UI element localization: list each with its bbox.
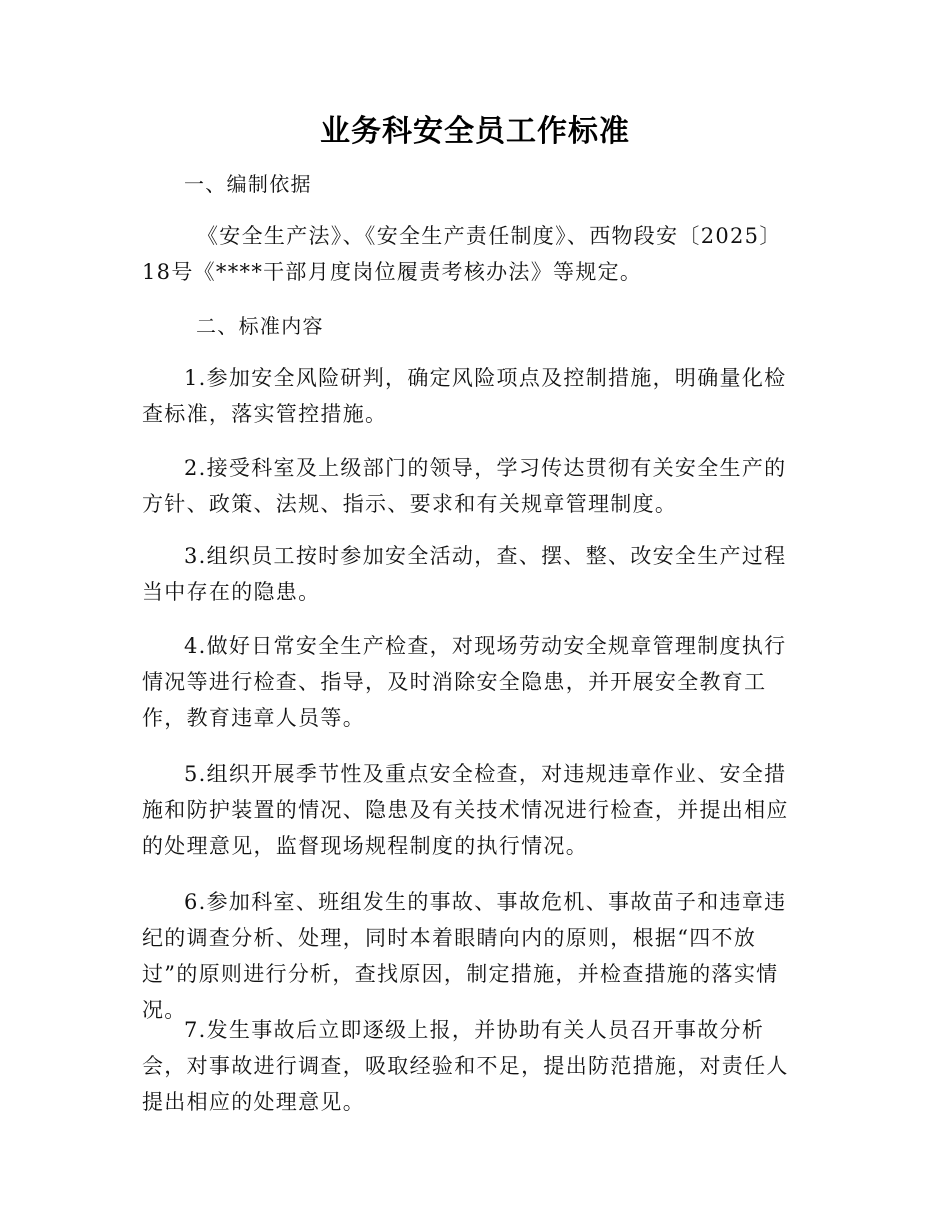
list-item: 3.组织员工按时参加安全活动，查、摆、整、改安全生产过程当中存在的隐患。 bbox=[142, 544, 787, 604]
list-item: 6.参加科室、班组发生的事故、事故危机、事故苗子和违章违纪的调查分析、处理，同时本着眼睛向内的原则，根据“四不放过”的原则进行分析，查找原因，制定措施，并检查措施的落实情况。 bbox=[142, 890, 787, 1022]
list-item: 7.发生事故后立即逐级上报，并协助有关人员召开事故分析会，对事故进行调查，吸取经验和不足，提出防范措施，对责任人提出相应的处理意见。 bbox=[142, 1018, 789, 1114]
section-basis-text: 《安全生产法》、《安全生产责任制度》、西物段安〔2025〕18号《****干部月度岗位履责考核办法》等规定。 bbox=[142, 224, 782, 284]
section-heading-basis: 一、编制依据 bbox=[184, 172, 312, 196]
section-heading-content: 二、标准内容 bbox=[196, 314, 324, 338]
list-item: 1.参加安全风险研判，确定风险项点及控制措施，明确量化检查标准，落实管控措施。 bbox=[142, 366, 787, 426]
document-title: 业务科安全员工作标准 bbox=[320, 114, 630, 149]
list-item: 4.做好日常安全生产检查，对现场劳动安全规章管理制度执行情况等进行检查、指导，及时消除安全隐患，并开展安全教育工作，教育违章人员等。 bbox=[142, 634, 787, 730]
list-item: 5.组织开展季节性及重点安全检查，对违规违章作业、安全措施和防护装置的情况、隐患及有关技术情况进行检查，并提出相应的处理意见，监督现场规程制度的执行情况。 bbox=[142, 762, 789, 858]
list-item: 2.接受科室及上级部门的领导，学习传达贯彻有关安全生产的方针、政策、法规、指示、要求和有关规章管理制度。 bbox=[142, 456, 787, 516]
